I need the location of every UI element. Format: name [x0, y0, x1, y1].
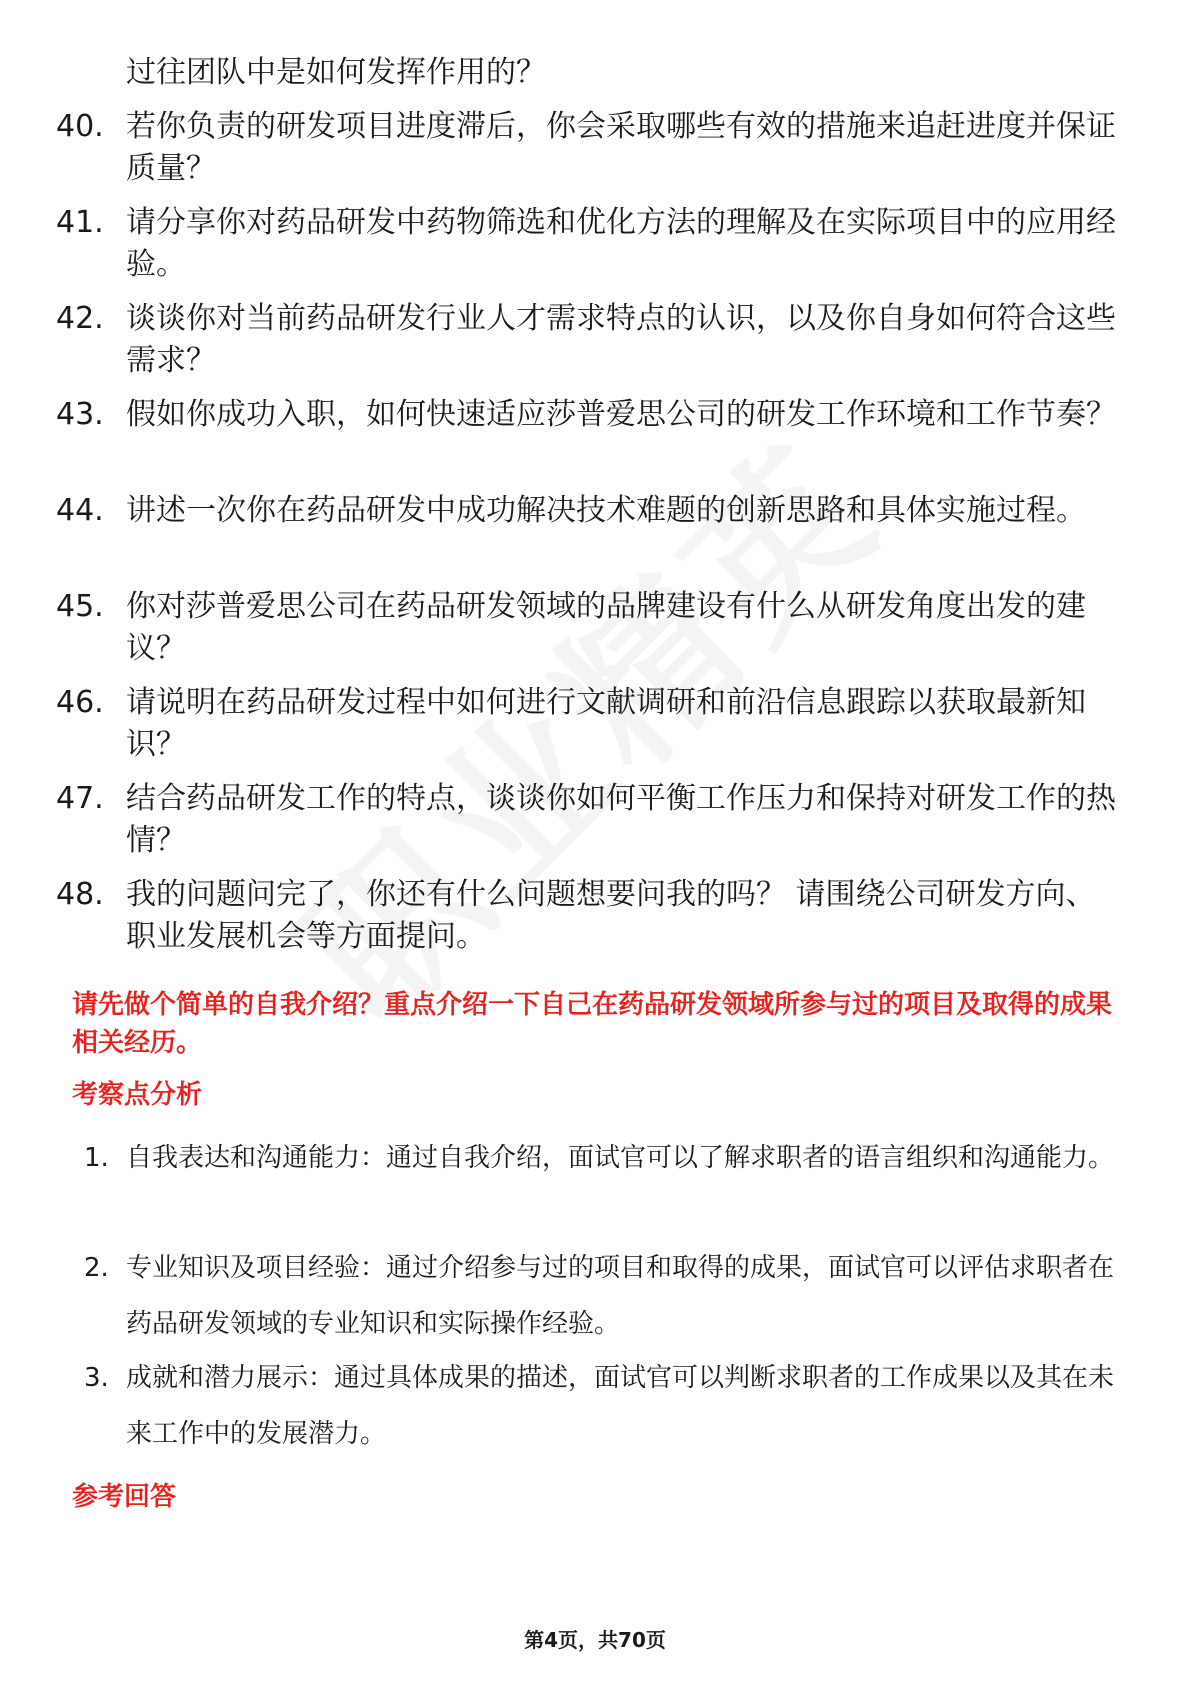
question-text: 我的问题问完了，你还有什么问题想要问我的吗？ 请围绕公司研发方向、职业发展机会等方面提问。 [126, 877, 1096, 954]
question-number: 40. [56, 109, 104, 144]
analysis-item [84, 1130, 1124, 1186]
analysis-number: 1. [84, 1143, 109, 1173]
question-number: 48. [56, 877, 104, 912]
question-number: 44. [56, 493, 104, 528]
reference-heading: 参考回答 [72, 1482, 177, 1512]
analysis-heading: 考察点分析 [72, 1080, 203, 1110]
highlight-question: 请先做个简单的自我介绍？重点介绍一下自己在药品研发领域所参与过的项目及取得的成果相关经历。 [72, 990, 1113, 1058]
question-text: 你对莎普爱思公司在药品研发领域的品牌建设有什么从研发角度出发的建议？ [126, 589, 1086, 666]
question-text: 请说明在药品研发过程中如何进行文献调研和前沿信息跟踪以获取最新知识？ [126, 685, 1086, 762]
analysis-number: 3. [84, 1363, 109, 1393]
question-text: 结合药品研发工作的特点，谈谈你如何平衡工作压力和保持对研发工作的热情？ [126, 781, 1116, 858]
question-item [56, 682, 1116, 766]
question-number: 42. [56, 301, 104, 336]
analysis-text: 自我表达和沟通能力：通过自我介绍，面试官可以了解求职者的语言组织和沟通能力。 [126, 1143, 1115, 1173]
analysis-item [84, 1240, 1124, 1352]
question-item [56, 586, 1116, 670]
question-text: 若你负责的研发项目进度滞后，你会采取哪些有效的措施来追赶进度并保证质量？ [126, 109, 1116, 186]
question-text: 假如你成功入职，如何快速适应莎普爱思公司的研发工作环境和工作节奏？ [126, 397, 1116, 432]
question-item [56, 874, 1116, 958]
question-text: 讲述一次你在药品研发中成功解决技术难题的创新思路和具体实施过程。 [126, 493, 1086, 528]
question-number: 45. [56, 589, 104, 624]
question-item [56, 394, 1116, 436]
question-item [56, 298, 1116, 382]
question-item [56, 490, 1116, 532]
question-number: 41. [56, 205, 104, 240]
question-number: 47. [56, 781, 104, 816]
question-number: 43. [56, 397, 104, 432]
analysis-text: 成就和潜力展示：通过具体成果的描述，面试官可以判断求职者的工作成果以及其在未来工作中的发展潜力。 [126, 1363, 1115, 1449]
analysis-number: 2. [84, 1253, 109, 1283]
analysis-text: 专业知识及项目经验：通过介绍参与过的项目和取得的成果，面试官可以评估求职者在药品研发领域的专业知识和实际操作经验。 [126, 1253, 1115, 1339]
question-continuation: 过往团队中是如何发挥作用的？ [126, 55, 546, 90]
question-item [56, 106, 1116, 190]
question-item [56, 778, 1116, 862]
page-footer: 第4页，共70页 [524, 1628, 666, 1652]
question-item [56, 202, 1116, 286]
question-text: 请分享你对药品研发中药物筛选和优化方法的理解及在实际项目中的应用经验。 [126, 205, 1116, 282]
question-number: 46. [56, 685, 104, 720]
analysis-item [84, 1350, 1124, 1462]
question-text: 谈谈你对当前药品研发行业人才需求特点的认识，以及你自身如何符合这些需求？ [126, 301, 1116, 378]
